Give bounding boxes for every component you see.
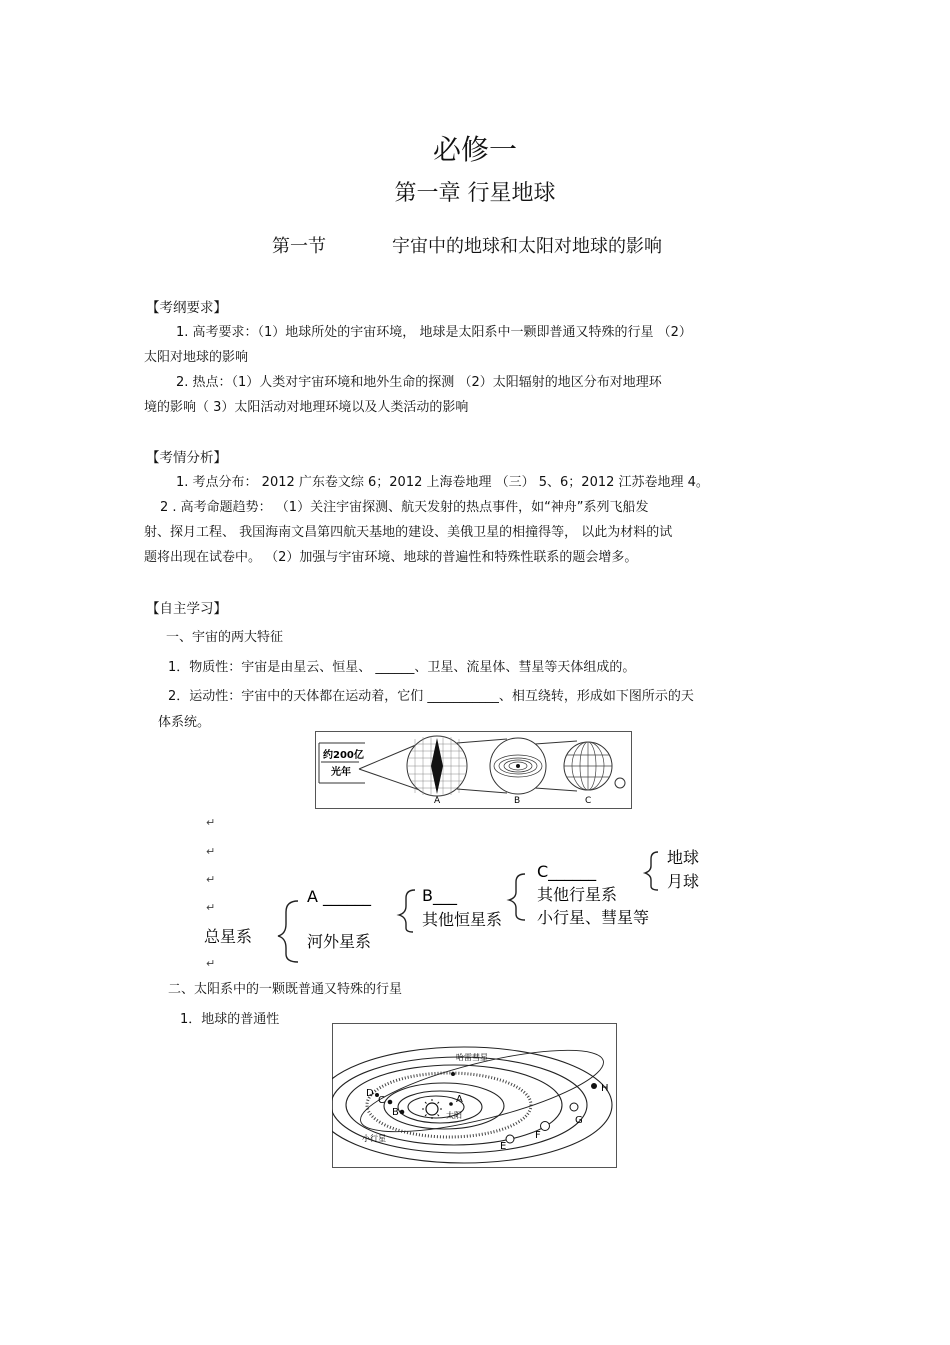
hier-other-stars: 其他恒星系 bbox=[422, 910, 503, 929]
fig1-label-b: B bbox=[514, 796, 521, 806]
celestial-system-figure bbox=[315, 731, 632, 809]
paragraph-material: 1．物质性：宇宙是由星云、恒星、 ______、卫星、流星体、彗星等天体组成的。 bbox=[168, 660, 636, 675]
kaoqing-line-1: 1. 考点分布： 2012 广东卷文综 6；2012 上海卷地理 （三） 5、6；2012 江苏卷地理 4。 bbox=[176, 475, 709, 490]
planet-label-e: E bbox=[500, 1141, 507, 1152]
fig1-label-a: A bbox=[434, 796, 441, 806]
return-mark: ↵ bbox=[206, 845, 216, 858]
return-mark: ↵ bbox=[206, 901, 216, 914]
hier-a: A ______ bbox=[307, 887, 372, 906]
kaogang-line-1a: 1. 高考要求：（1）地球所处的宇宙环境， 地球是太阳系中一颗即普通又特殊的行星 （2） bbox=[176, 325, 692, 340]
section-number: 第一节 bbox=[272, 236, 326, 257]
kaogang-line-2a: 2. 热点：（1）人类对宇宙环境和地外生命的探测 （2）太阳辐射的地区分布对地理环 bbox=[176, 375, 662, 390]
fig1-label-c: C bbox=[585, 796, 592, 806]
kaoqing-line-2: 2 . 高考命题趋势： （1）关注宇宙探测、航天发射的热点事件，如“神舟”系列飞船发 bbox=[160, 500, 649, 515]
hier-root: 总星系 bbox=[204, 927, 253, 946]
kaogang-header: 【考纲要求】 bbox=[146, 300, 227, 316]
planet-label-d: D bbox=[366, 1088, 374, 1099]
hier-moon: 月球 bbox=[667, 872, 700, 891]
hier-other-planets: 其他行星系 bbox=[537, 885, 618, 904]
paragraph-motion-cont: 体系统。 bbox=[158, 715, 211, 730]
hier-earth: 地球 bbox=[667, 848, 700, 867]
planet-label-a: A bbox=[456, 1094, 463, 1105]
galaxy-hierarchy-diagram bbox=[200, 840, 720, 965]
chapter-title: 第一章 行星地球 bbox=[394, 181, 556, 206]
planet-label-g: G bbox=[575, 1115, 583, 1126]
fig1-label-1: 约200亿 bbox=[323, 750, 364, 761]
return-mark: ↵ bbox=[206, 873, 216, 886]
hier-hewai: 河外星系 bbox=[307, 932, 372, 951]
comet-label: 哈雷彗星 bbox=[456, 1053, 488, 1062]
hier-c: C______ bbox=[537, 862, 597, 881]
paragraph-motion: 2．运动性：宇宙中的天体都在运动着，它们 ___________、相互绕转，形成如下图所示的天 bbox=[168, 689, 694, 704]
kaoqing-line-4: 题将出现在试卷中。 （2）加强与宇宙环境、地球的普遍性和特殊性联系的题会增多。 bbox=[144, 550, 638, 565]
kaoqing-header: 【考情分析】 bbox=[146, 450, 227, 466]
zizhu-header: 【自主学习】 bbox=[146, 601, 227, 617]
planet-label-f: F bbox=[535, 1130, 541, 1141]
subsection-2-item-1: 1．地球的普通性 bbox=[180, 1012, 280, 1027]
sun-label: 太阳 bbox=[446, 1111, 462, 1120]
kaogang-line-1b: 太阳对地球的影响 bbox=[144, 350, 249, 365]
return-mark: ↵ bbox=[206, 957, 216, 970]
section-title: 宇宙中的地球和太阳对地球的影响 bbox=[392, 236, 662, 257]
solar-system-figure bbox=[332, 1023, 617, 1168]
return-mark: ↵ bbox=[206, 816, 216, 829]
asteroid-belt-label: 小行星 bbox=[362, 1134, 386, 1143]
hier-b: B___ bbox=[422, 886, 457, 905]
subsection-1: 一、宇宙的两大特征 bbox=[166, 630, 284, 645]
subsection-2: 二、太阳系中的一颗既普通又特殊的行星 bbox=[168, 982, 403, 997]
kaoqing-line-3: 射、探月工程、 我国海南文昌第四航天基地的建设、美俄卫星的相撞得等， 以此为材料的试 bbox=[144, 525, 673, 540]
page-title: 必修一 bbox=[432, 133, 517, 166]
planet-label-c: C bbox=[378, 1095, 385, 1106]
hier-asteroids: 小行星、彗星等 bbox=[537, 908, 650, 927]
kaogang-line-2b: 境的影响（ 3）太阳活动对地理环境以及人类活动的影响 bbox=[144, 400, 469, 415]
fig1-label-2: 光年 bbox=[331, 767, 351, 778]
planet-label-b: B bbox=[392, 1107, 399, 1118]
planet-label-h: H bbox=[601, 1083, 609, 1094]
